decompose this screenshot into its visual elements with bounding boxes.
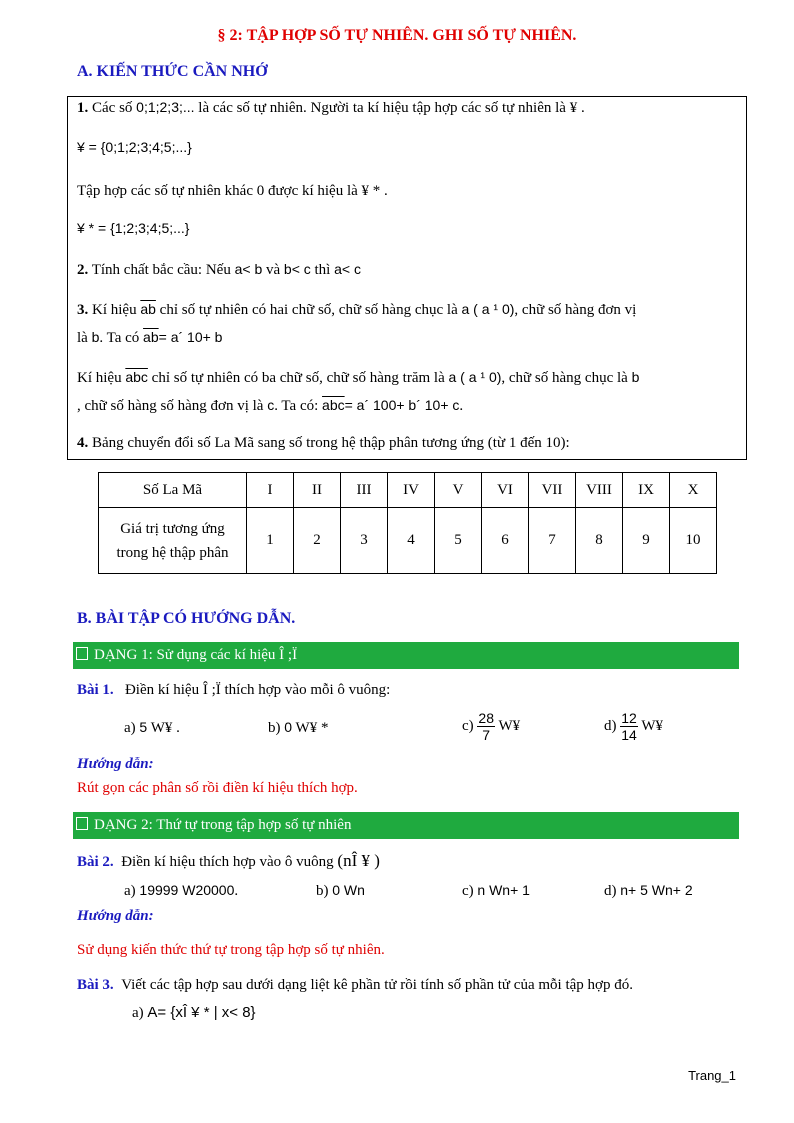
bai-1-heading: Bài 1. Điền kí hiệu Î ;Ï thích hợp vào mỗi ô vuông: [77,682,391,698]
table-cell: X [670,473,717,508]
table-cell: Giá trị tương ứng trong hệ thập phân [99,508,247,574]
bai-1-item-b: b) 0 W¥ * [268,719,329,736]
fraction: $\frac{12}{14}$ [621,710,637,743]
knowledge-box [67,96,747,460]
box-line-10: 4. Bảng chuyển đổi số La Mã sang số trong hệ thập phân tương ứng (từ 1 đến 10): [77,435,570,451]
roman-numeral-table [98,472,717,574]
bai-1-item-c: c) $\frac{28}{7}$ W¥ [462,710,521,743]
table-cell: 5 [435,508,482,574]
table-cell: 1 [247,508,294,574]
table-cell: 3 [341,508,388,574]
table-cell: VIII [576,473,623,508]
table-cell: IX [623,473,670,508]
bai-1-item-d: d) $\frac{12}{14}$ W¥ [604,710,663,743]
checkbox-icon [76,647,88,660]
bai-2-item-b: b) 0 Wn [316,882,365,899]
dang-1-banner: DẠNG 1: Sử dụng các kí hiệu Î ;Ï [73,642,739,669]
box-line-2: ¥ = {0;1;2;3;4;5;...} [77,139,192,155]
hint-1: Rút gọn các phân số rồi điền kí hiệu thích hợp. [77,780,358,796]
hint-2: Sử dụng kiến thức thứ tự trong tập hợp số tự nhiên. [77,942,385,958]
box-line-7: là b. Ta có $\overline{ab}=$ a´ 10+ b [77,329,223,346]
table-cell: Số La Mã [99,473,247,508]
table-row [99,473,717,508]
table-cell: VII [529,473,576,508]
table-row [99,508,717,574]
table-cell: 4 [388,508,435,574]
table-cell: 8 [576,508,623,574]
bai-2-item-c: c) n Wn+ 1 [462,882,530,899]
huong-dan-1: Hướng dẫn: [77,756,154,772]
bai-3-item-a: a) A= {xÎ ¥ * | x< 8} [132,1004,256,1021]
table-cell: V [435,473,482,508]
table-cell: III [341,473,388,508]
bai-2-heading: Bài 2. Điền kí hiệu thích hợp vào ô vuông (nÎ ¥ ) [77,851,380,870]
bai-3-heading: Bài 3. Viết các tập hợp sau dưới dạng liệt kê phần tử rồi tính số phần tử của mỗi tập hợp đó. [77,977,633,993]
table-cell: 2 [294,508,341,574]
table-cell: 10 [670,508,717,574]
page-number: Trang_1 [688,1068,736,1083]
fraction: $\frac{28}{7}$ [478,710,494,743]
huong-dan-2: Hướng dẫn: [77,908,154,924]
table-cell: 6 [482,508,529,574]
table-cell: IV [388,473,435,508]
table-cell: 7 [529,508,576,574]
bai-2-item-a: a) 19999 W20000. [124,882,239,899]
page-title: § 2: TẬP HỢP SỐ TỰ NHIÊN. GHI SỐ TỰ NHIÊN. [217,27,577,44]
box-line-1: 1. Các số 0;1;2;3;... là các số tự nhiên. Người ta kí hiệu tập hợp các số tự nhiên là ¥ . [77,99,585,116]
dang-2-banner: DẠNG 2: Thứ tự trong tập hợp số tự nhiên [73,812,739,839]
section-a-heading: A. KIẾN THỨC CẦN NHỚ [77,63,268,80]
box-line-6: 3. Kí hiệu $\overline{ab}$ chỉ số tự nhiên có hai chữ số, chữ số hàng chục là a ( a ¹ 0), chữ số hàng đơn vị [77,301,637,318]
table-cell: I [247,473,294,508]
box-line-3: Tập hợp các số tự nhiên khác 0 được kí hiệu là ¥ * . [77,183,388,199]
box-line-5: 2. Tính chất bắc cầu: Nếu a< b và b< c thì a< c [77,261,361,278]
box-line-8: Kí hiệu $\overline{abc}$ chỉ số tự nhiên có ba chữ số, chữ số hàng trăm là a ( a ¹ 0), chữ số hàng chục là b [77,369,640,386]
section-b-heading: B. BÀI TẬP CÓ HƯỚNG DẪN. [77,610,296,627]
checkbox-icon [76,817,88,830]
table-cell: VI [482,473,529,508]
table-cell: II [294,473,341,508]
table-cell: 9 [623,508,670,574]
bai-1-item-a: a) 5 W¥ . [124,719,180,736]
box-line-4: ¥ * = {1;2;3;4;5;...} [77,220,190,236]
box-line-9: , chữ số hàng số hàng đơn vị là c. Ta có: $\overline{abc}=$ a´ 100+ b´ 10+ c. [77,397,464,414]
bai-2-item-d: d) n+ 5 Wn+ 2 [604,882,693,899]
